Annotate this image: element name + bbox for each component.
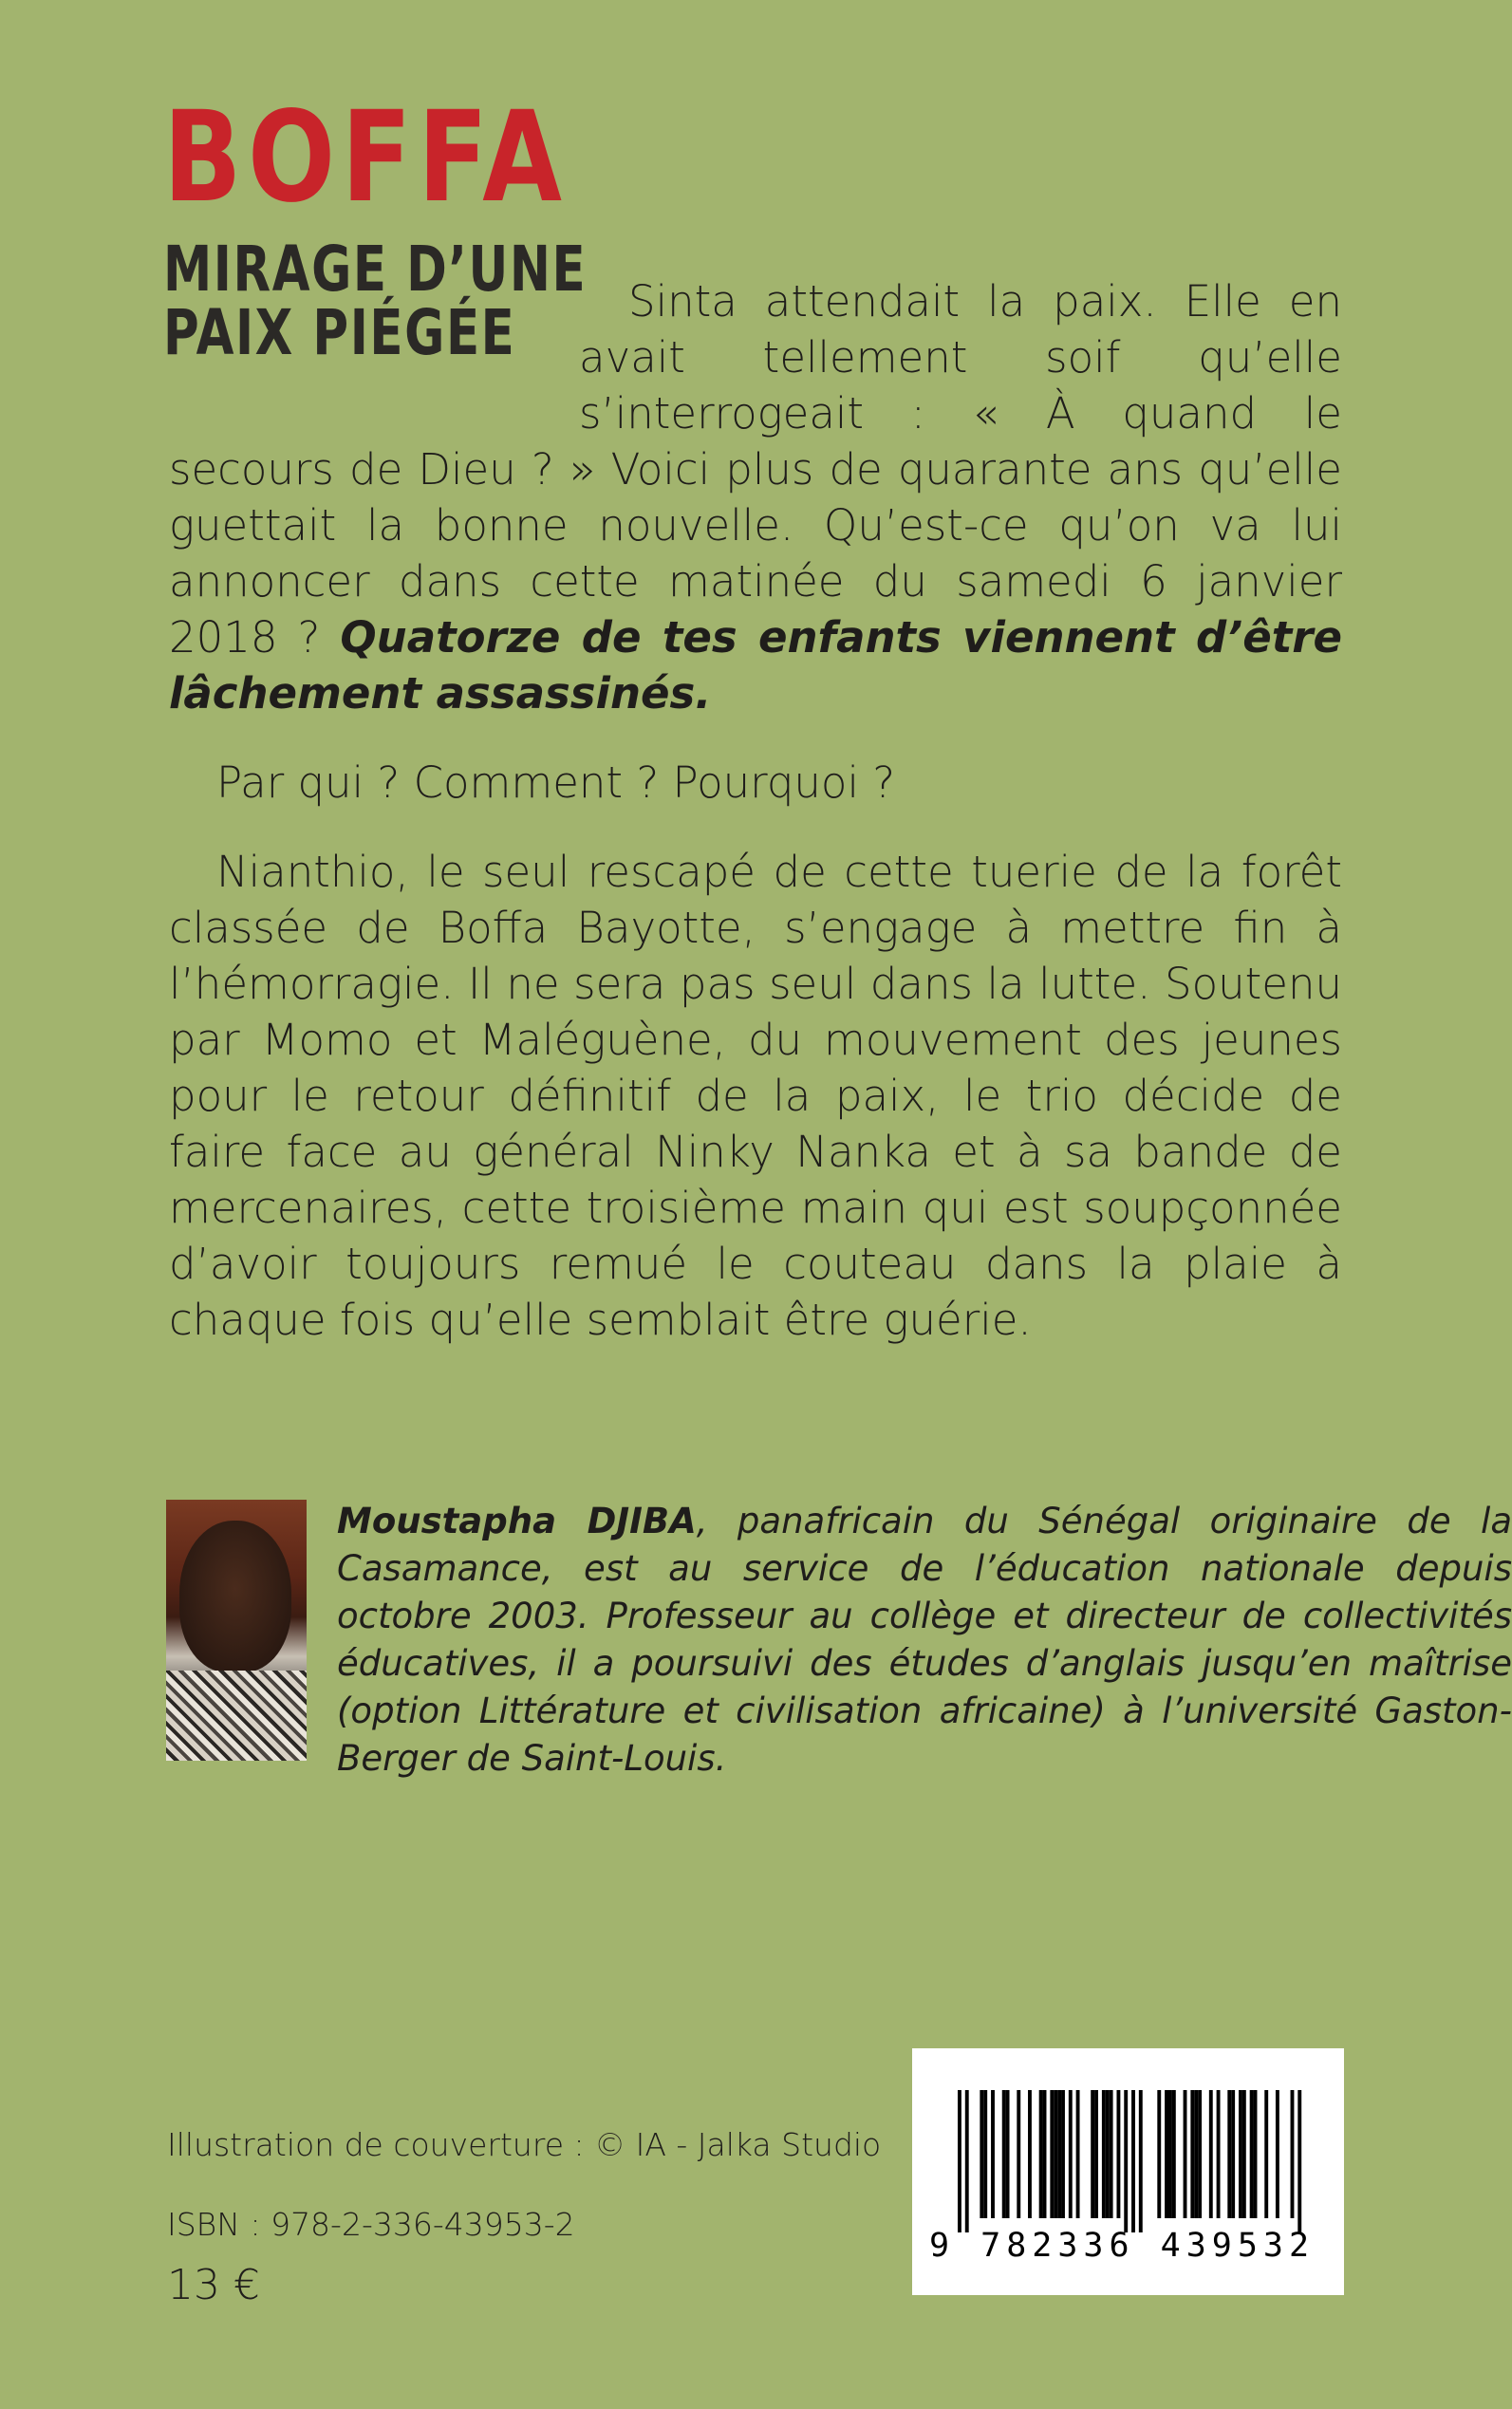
author-name: Moustapha DJIBA bbox=[337, 1501, 697, 1541]
barcode-bar bbox=[1242, 2090, 1246, 2218]
barcode-bar bbox=[1157, 2090, 1161, 2218]
barcode-bar bbox=[1139, 2090, 1143, 2232]
barcode-bar bbox=[1124, 2090, 1128, 2232]
barcode-bar bbox=[1254, 2090, 1258, 2218]
barcode-bar bbox=[1028, 2090, 1032, 2218]
barcode-bar bbox=[1131, 2090, 1135, 2232]
isbn-text: ISBN : 978-2-336-43953-2 bbox=[167, 2206, 575, 2243]
barcode-bar bbox=[1057, 2090, 1061, 2218]
barcode-bar bbox=[1190, 2090, 1194, 2218]
book-subtitle-line-2: PAIX PIÉGÉE bbox=[163, 296, 516, 370]
barcode-bar bbox=[1297, 2090, 1301, 2232]
barcode-bar bbox=[965, 2090, 969, 2232]
barcode-bar bbox=[1002, 2090, 1006, 2218]
barcode-bar bbox=[1061, 2090, 1065, 2218]
barcode-bar bbox=[1102, 2090, 1106, 2218]
barcode-bar bbox=[1054, 2090, 1057, 2218]
author-bio-text: , panafricain du Sénégal originaire de la Casamance, est au service de l’éducation nationale depuis octobre 2003. Professeur au collège et directeur de collectivités éducatives, il a poursuivi des études d’anglais jusqu’en maîtrise (option Littérature et civilisation africaine) à l’université Gaston-Berger de Saint-Louis. bbox=[337, 1501, 1512, 1779]
barcode-bar bbox=[1184, 2090, 1187, 2218]
barcode-bar bbox=[1094, 2090, 1098, 2218]
barcode-bar bbox=[1291, 2090, 1295, 2218]
barcode-bar bbox=[1043, 2090, 1047, 2218]
barcode-bar bbox=[1017, 2090, 1020, 2218]
barcode-bar bbox=[1172, 2090, 1176, 2218]
barcode-bar bbox=[1194, 2090, 1198, 2218]
barcode-bar bbox=[958, 2090, 961, 2232]
barcode-bar bbox=[980, 2090, 983, 2218]
barcode-bar bbox=[1209, 2090, 1213, 2218]
barcode-digits: 9 782336 439532 bbox=[929, 2227, 1316, 2265]
barcode-bar bbox=[1217, 2090, 1221, 2218]
barcode-bar bbox=[1250, 2090, 1254, 2218]
barcode-bar bbox=[1231, 2090, 1235, 2218]
barcode-bar bbox=[1076, 2090, 1080, 2218]
title-float-spacer bbox=[169, 273, 579, 440]
barcode-bar bbox=[1006, 2090, 1010, 2218]
blurb-paragraph-1-text: Sinta attendait la paix. Elle en avait tellement soif qu’elle s’interrogeait : « À quand le secours de Dieu ? » Voici plus de quarante ans qu’elle guettait la bonne nouvelle. Qu’est-ce qu’on va lui annoncer dans cette matinée du samedi 6 janvier 2018 ? bbox=[169, 276, 1342, 663]
author-photo bbox=[166, 1500, 307, 1761]
barcode-bar bbox=[1116, 2090, 1120, 2218]
barcode-bar bbox=[1091, 2090, 1094, 2218]
barcode-bars bbox=[958, 2090, 1309, 2232]
barcode-bar bbox=[1168, 2090, 1172, 2218]
author-bio bbox=[337, 1498, 1512, 1783]
barcode-bar bbox=[1106, 2090, 1110, 2218]
barcode-bar bbox=[1050, 2090, 1054, 2218]
barcode-bar bbox=[1276, 2090, 1279, 2218]
barcode-bar bbox=[983, 2090, 987, 2218]
barcode-bar bbox=[1264, 2090, 1268, 2218]
barcode-bar bbox=[1069, 2090, 1073, 2218]
illustration-credit: Illustration de couverture : © IA - Jalka Studio bbox=[167, 2126, 882, 2163]
barcode-bar bbox=[991, 2090, 995, 2218]
blurb-paragraph-3: Nianthio, le seul rescapé de cette tuerie de la forêt classée de Boffa Bayotte, s’engage à mettre fin à l’hémorragie. Il ne sera pas seul dans la lutte. Soutenu par Momo et Maléguène, du mouvement des jeunes pour le retour définitif de la paix, le trio décide de faire face au général Ninky Nanka et à sa bande de mercenaires, cette troisième main qui est soupçonnée d’avoir toujours remué le couteau dans la plaie à chaque fois qu’elle semblait être guérie. bbox=[169, 847, 1342, 1345]
back-cover-blurb bbox=[169, 273, 1342, 1348]
book-subtitle-line-1: MIRAGE D’UNE bbox=[163, 233, 588, 306]
barcode-bar bbox=[1039, 2090, 1043, 2218]
author-shirt bbox=[166, 1671, 307, 1761]
price-text: 13 € bbox=[167, 2261, 260, 2309]
barcode-bar bbox=[1227, 2090, 1231, 2218]
author-face bbox=[179, 1521, 291, 1672]
blurb-emphasis: Quatorze de tes enfants viennent d’être lâchement assassinés. bbox=[169, 612, 1343, 719]
book-title: BOFFA bbox=[163, 84, 569, 231]
blurb-paragraph-2: Par qui ? Comment ? Pourquoi ? bbox=[216, 757, 896, 808]
barcode-bar bbox=[1239, 2090, 1242, 2218]
barcode-bar bbox=[1198, 2090, 1202, 2218]
barcode bbox=[912, 2048, 1344, 2295]
barcode-bar bbox=[1165, 2090, 1168, 2218]
barcode-bar bbox=[1110, 2090, 1113, 2218]
barcode-graphic bbox=[958, 2090, 1309, 2232]
